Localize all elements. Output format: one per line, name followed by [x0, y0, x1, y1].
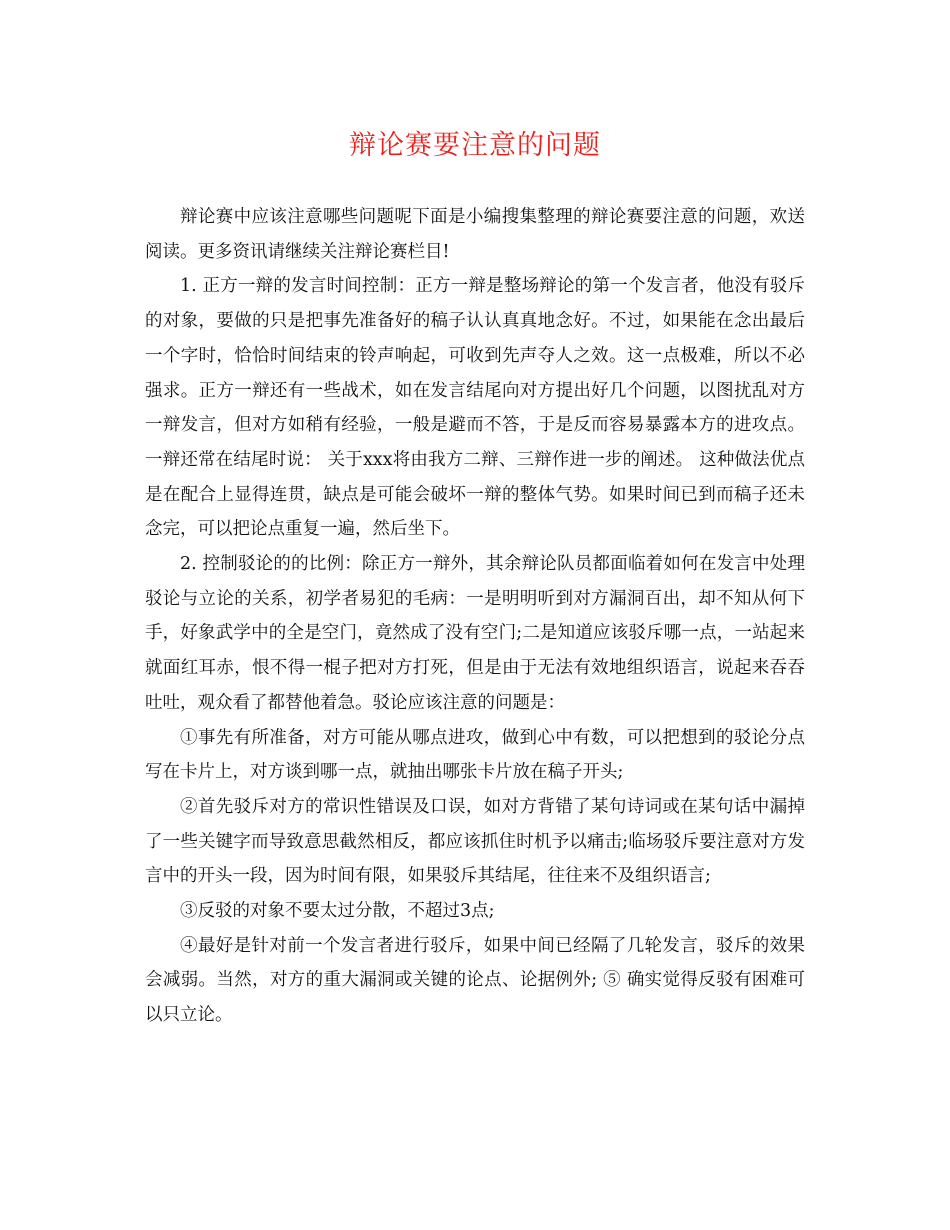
paragraph-subpoint-3: ③反驳的对象不要太过分散，不超过3点; — [180, 901, 495, 922]
paragraph-subpoint-4: ④最好是针对前一个发言者进行驳斥，如果中间已经隔了几轮发言，驳斥的效果会减弱。当然，对方的重大漏洞或关键的论点、论据例外; ⑤ 确实觉得反驳有困难可以只立论。 — [145, 935, 805, 1026]
paragraph-intro: 辩论赛中应该注意哪些问题呢下面是小编搜集整理的辩论赛要注意的问题，欢送阅读。更多资讯请继续关注辩论赛栏目! — [145, 207, 805, 262]
page-title: 辩论赛要注意的问题 — [349, 130, 601, 161]
document-body — [145, 200, 805, 1033]
paragraph-point-1: 1. 正方一辩的发言时间控制：正方一辩是整场辩论的第一个发言者，他没有驳斥的对象，要做的只是把事先准备好的稿子认认真真地念好。不过，如果能在念出最后一个字时，恰恰时间结束的铃声响起，可收到先声夺人之效。这一点极难，所以不必强求。正方一辩还有一些战术，如在发言结尾向对方提出好几个问题，以图扰乱对方一辩发言，但对方如稍有经验，一般是避而不答，于是反而容易暴露本方的进攻点。一辩还常在结尾时说： 关于xxx将由我方二辩、三辩作进一步的阐述。 这种做法优点是在配合上显得连贯，缺点是可能会破坏一辩的整体气势。如果时间已到而稿子还未念完，可以把论点重复一遍，然后坐下。 — [145, 276, 805, 540]
paragraph-point-2: 2. 控制驳论的的比例：除正方一辩外，其余辩论队员都面临着如何在发言中处理驳论与立论的关系，初学者易犯的毛病：一是明明听到对方漏洞百出，却不知从何下手，好象武学中的全是空门，竟然成了没有空门;二是知道应该驳斥哪一点，一站起来就面红耳赤，恨不得一棍子把对方打死，但是由于无法有效地组织语言，说起来吞吞吐吐，观众看了都替他着急。驳论应该注意的问题是： — [145, 554, 805, 713]
paragraph-subpoint-2: ②首先驳斥对方的常识性错误及口误，如对方背错了某句诗词或在某句话中漏掉了一些关键字而导致意思截然相反，都应该抓住时机予以痛击;临场驳斥要注意对方发言中的开头一段，因为时间有限，如果驳斥其结尾，往往来不及组织语言; — [145, 796, 805, 887]
paragraph-subpoint-1: ①事先有所准备，对方可能从哪点进攻，做到心中有数，可以把想到的驳论分点写在卡片上，对方谈到哪一点，就抽出哪张卡片放在稿子开头; — [145, 727, 805, 783]
